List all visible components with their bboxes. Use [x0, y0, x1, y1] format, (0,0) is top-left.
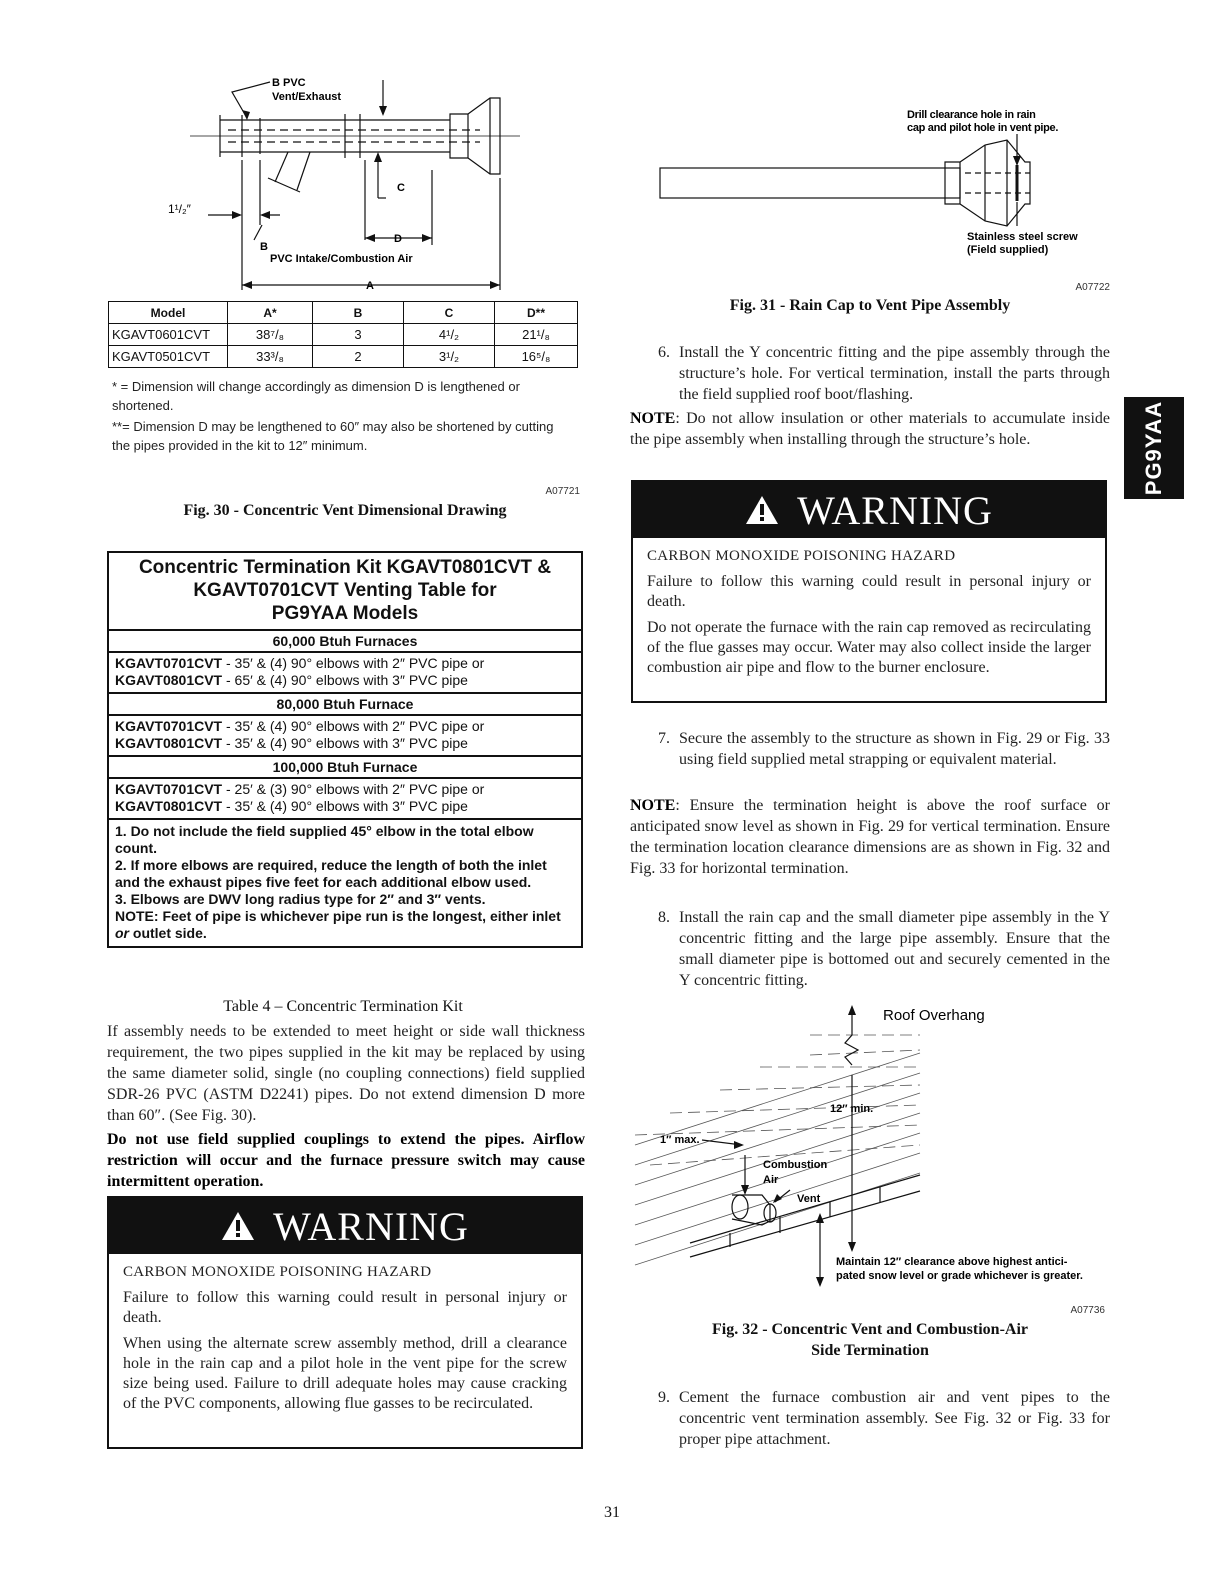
step-6: [630, 342, 1110, 405]
warning-text: Failure to follow this warning could result in personal injury or death.: [647, 573, 1091, 610]
step-7: [630, 728, 1110, 770]
fig32-label-maintain-1: Maintain 12″ clearance above highest antici-: [836, 1256, 1068, 1268]
fig31-code: A07722: [1075, 282, 1110, 293]
venting-title-line: Concentric Termination Kit KGAVT0801CVT &: [138, 557, 552, 578]
fig30-label-c: C: [397, 182, 405, 194]
dim-cell: 3¹/₂: [404, 346, 495, 368]
dim-header-c: C: [404, 302, 495, 324]
fig30-footnote-1: * = Dimension will change accordingly as dimension D is lengthened or shortened.: [112, 379, 520, 413]
fig30-code: A07721: [545, 486, 580, 497]
list-item: 8. Install the rain cap and the small diameter pipe assembly in the Y concentric fitting and the large pipe assembly. Ensure that the small diameter pipe is bottomed out and securely cemented in the Y concentric fitting.: [658, 909, 1110, 989]
venting-note-3: 3. Elbows are DWV long radius type for 2″ and 3″ vents.: [115, 891, 486, 907]
warning-header: [633, 482, 1105, 538]
table4-caption: Table 4 – Concentric Termination Kit: [223, 998, 463, 1015]
fig32-label-roof-overhang: Roof Overhang: [883, 1007, 985, 1024]
list-item: 6. Install the Y concentric fitting and the pipe assembly through the structure’s hole. For vertical termination, install the parts through the field supplied roof boot/flashing.: [658, 344, 1110, 403]
venting-section-heading: 80,000 Btuh Furnace: [109, 694, 581, 716]
dim-cell: 3: [313, 324, 404, 346]
fig31-label-drill-1: Drill clearance hole in rain: [907, 109, 1036, 121]
warning-text: Do not operate the furnace with the rain cap removed as recirculating of the flue gasses may occur. Water may also collect inside the larger combustion air pipe and flow to the burner enclosure.: [647, 619, 1091, 676]
dim-header-d: D**: [495, 302, 578, 324]
note-1: NOTE: Do not allow insulation or other materials to accumulate inside the pipe assembly when installing through the structure’s hole.: [630, 410, 1110, 448]
fig32-caption-line-2: Side Termination: [811, 1342, 929, 1359]
fig30-drawing: [150, 70, 580, 300]
dim-cell: 2: [313, 346, 404, 368]
step-8: [630, 907, 1110, 991]
fig30-label-pvc-intake: PVC Intake/Combustion Air: [270, 253, 413, 265]
list-item: KGAVT0801CVT - 35′ & (4) 90° elbows with 3″ PVC pipe: [115, 735, 468, 751]
fig31-caption: Fig. 31 - Rain Cap to Vent Pipe Assembly: [729, 297, 1011, 314]
list-item: KGAVT0801CVT - 65′ & (4) 90° elbows with 3″ PVC pipe: [115, 672, 468, 688]
list-item: KGAVT0701CVT - 35′ & (4) 90° elbows with 2″ PVC pipe or: [115, 718, 485, 734]
dim-cell: KGAVT0501CVT: [109, 346, 228, 368]
note-2: NOTE: Ensure the termination height is above the roof surface or anticipated snow level as shown in Fig. 29 for vertical termination. Ensure the termination location clearance dimensions are as shown in Fig. 32 and Fig. 33 for horizontal termination.: [630, 797, 1110, 877]
side-tab-label: PG9YAA: [1141, 400, 1166, 496]
fig30-label-b-pvc: B PVC: [272, 77, 306, 89]
fig30-label-one-half: 1¹/₂″: [168, 202, 191, 216]
list-item: 7. Secure the assembly to the structure as shown in Fig. 29 or Fig. 33 using field supplied metal strapping or equivalent material.: [658, 730, 1110, 768]
fig32-drawing: [630, 995, 1110, 1295]
dim-header-b: B: [313, 302, 404, 324]
fig32-label-12-min: 12″ min.: [830, 1103, 874, 1115]
fig30-label-d: D: [394, 233, 402, 245]
list-item: 9. Cement the furnace combustion air and vent pipes to the concentric vent termination assembly. See Fig. 32 or Fig. 33 for proper pipe attachment.: [658, 1389, 1110, 1448]
dim-cell: 4¹/₂: [404, 324, 495, 346]
venting-table-title: [109, 553, 581, 631]
page-number: 31: [604, 1504, 620, 1521]
venting-table: [107, 551, 583, 948]
warning-header: [109, 1198, 581, 1254]
fig32-label-air: Air: [763, 1174, 779, 1186]
fig30-caption: Fig. 30 - Concentric Vent Dimensional Drawing: [183, 502, 507, 519]
fig31-label-drill-2: cap and pilot hole in vent pipe.: [907, 122, 1059, 134]
list-item: KGAVT0701CVT - 25′ & (3) 90° elbows with 2″ PVC pipe or: [115, 781, 485, 797]
fig32-label-maintain-2: pated snow level or grade whichever is greater.: [836, 1270, 1083, 1282]
fig30-label-b: B: [260, 241, 268, 253]
dim-cell: 38⁷/₈: [228, 324, 313, 346]
fig32-label-combustion: Combustion: [763, 1159, 828, 1171]
dim-cell: KGAVT0601CVT: [109, 324, 228, 346]
warning-heading: CARBON MONOXIDE POISONING HAZARD: [647, 548, 956, 564]
fig32-label-vent: Vent: [797, 1193, 821, 1205]
side-tab: [1124, 397, 1184, 499]
venting-notes: [109, 820, 581, 946]
warning-text: When using the alternate screw assembly method, drill a clearance hole in the rain cap and a pilot hole in the vent pipe for the screw size being used. Failure to drill adequate holes may cause cracking of the PVC components, allowing flue gasses to be recirculated.: [123, 1335, 567, 1412]
venting-note-1: 1. Do not include the field supplied 45° elbow in the total elbow count.: [115, 823, 534, 856]
fig30-label-vent-exhaust: Vent/Exhaust: [272, 91, 342, 103]
fig32-label-1-max: 1″ max.: [660, 1134, 700, 1146]
dim-cell: 16⁵/₈: [495, 346, 578, 368]
dim-header-model: Model: [109, 302, 228, 324]
dimension-table: [108, 301, 578, 368]
left-bold-paragraph: Do not use field supplied couplings to extend the pipes. Airflow restriction will occur and the furnace pressure switch may cause intermittent operation.: [107, 1131, 585, 1190]
table-row: [109, 346, 578, 368]
fig32-code: A07736: [1070, 1305, 1105, 1316]
warning-triangle-icon: [221, 1211, 255, 1241]
warning-box-1: [107, 1196, 583, 1449]
venting-note-4: NOTE: Feet of pipe is whichever pipe run is the longest, either inlet or outlet side.: [115, 908, 561, 941]
step-9: [630, 1387, 1110, 1450]
venting-section-rows: [109, 716, 581, 757]
dim-cell: 21¹/₈: [495, 324, 578, 346]
dim-cell: 33³/₈: [228, 346, 313, 368]
list-item: KGAVT0801CVT - 35′ & (4) 90° elbows with 3″ PVC pipe: [115, 798, 468, 814]
left-paragraph: If assembly needs to be extended to meet height or side wall thickness requirement, the two pipes supplied in the kit may be replaced by using the same diameter solid, single (no coupling connections) field supplied SDR-26 PVC (ASTM D2241) pipes. Do not extend dimension D more than 60″. (See Fig. 30).: [107, 1023, 585, 1124]
dim-header-a: A*: [228, 302, 313, 324]
fig30-footnote-2: **= Dimension D may be lengthened to 60″ may also be shortened by cutting the pipes provided in the kit to 12″ minimum.: [112, 419, 554, 453]
fig31-drawing: [655, 100, 1115, 270]
warning-text: Failure to follow this warning could result in personal injury or death.: [123, 1289, 567, 1326]
fig30-label-a: A: [366, 280, 374, 292]
list-item: KGAVT0701CVT - 35′ & (4) 90° elbows with 2″ PVC pipe or: [115, 655, 485, 671]
warning-triangle-icon: [745, 495, 779, 525]
warning-title: WARNING: [797, 487, 993, 533]
warning-box-2: [631, 480, 1107, 703]
fig32-caption-line-1: Fig. 32 - Concentric Vent and Combustion-Air: [711, 1321, 1028, 1338]
venting-section-heading: 100,000 Btuh Furnace: [109, 757, 581, 779]
venting-title-line: PG9YAA Models: [271, 603, 419, 624]
fig31-label-screw-2: (Field supplied): [967, 244, 1049, 256]
fig31-label-screw-1: Stainless steel screw: [967, 231, 1078, 243]
venting-section-heading: 60,000 Btuh Furnaces: [109, 631, 581, 653]
dimension-table-header: [109, 302, 578, 324]
venting-title-line: KGAVT0701CVT Venting Table for: [193, 580, 497, 601]
warning-title: WARNING: [273, 1203, 469, 1249]
venting-note-2: 2. If more elbows are required, reduce the length of both the inlet and the exhaust pipes five feet for each additional elbow used.: [115, 857, 547, 890]
venting-section-rows: [109, 779, 581, 820]
table-row: [109, 324, 578, 346]
warning-heading: CARBON MONOXIDE POISONING HAZARD: [123, 1264, 432, 1280]
venting-section-rows: [109, 653, 581, 694]
